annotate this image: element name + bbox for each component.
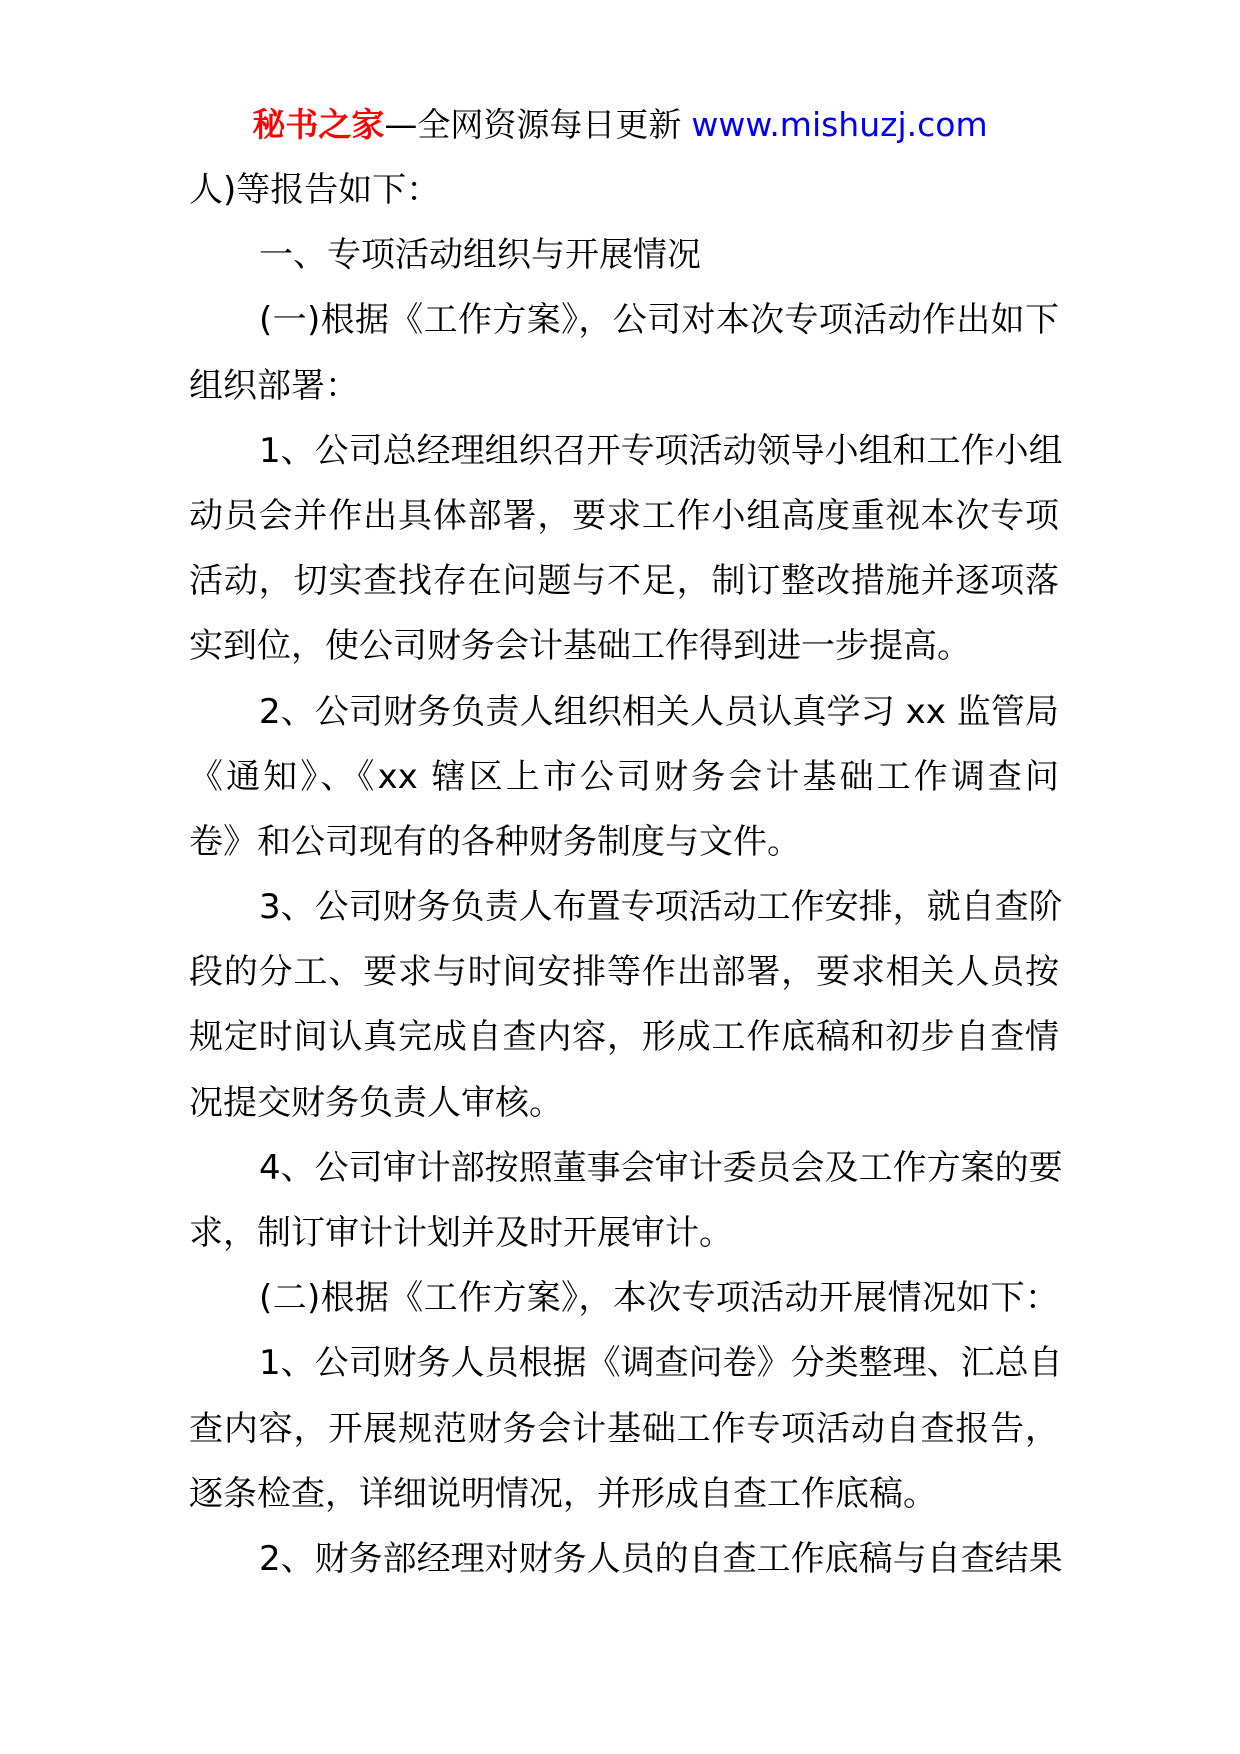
paragraph: [189, 1136, 1063, 1266]
document-body: [189, 158, 1063, 1592]
paragraph-line: 实到位，使公司财务会计基础工作得到进一步提高。: [189, 626, 971, 667]
paragraph-line: 况提交财务负责人审核。: [189, 1082, 563, 1123]
section-heading: [189, 223, 1059, 288]
brand-name: 秘书之家: [252, 105, 385, 144]
paragraph-line: 组织部署：: [189, 365, 359, 406]
paragraph-line: 动员会并作出具体部署，要求工作小组高度重视本次专项: [189, 495, 1059, 536]
paragraph-line: 1、公司总经理组织召开专项活动领导小组和工作小组: [259, 430, 1063, 471]
paragraph: [189, 1527, 1063, 1592]
paragraph-line: 查内容，开展规范财务会计基础工作专项活动自查报告，: [189, 1408, 1059, 1449]
paragraph: [189, 1331, 1063, 1527]
paragraph-line: 《通知》、《xx 辖区上市公司财务会计基础工作调查问: [189, 756, 1059, 797]
paragraph-line: 2、公司财务负责人组织相关人员认真学习 xx 监管局: [259, 691, 1059, 732]
paragraph-line: 人)等报告如下：: [189, 170, 441, 210]
site-url: www.mishuzj.com: [691, 105, 988, 144]
paragraph-line: 4、公司审计部按照董事会审计委员会及工作方案的要: [259, 1147, 1063, 1188]
paragraph: [189, 680, 1059, 876]
paragraph-line: 活动，切实查找存在问题与不足，制订整改措施并逐项落: [189, 561, 1059, 602]
paragraph-line: 2、财务部经理对财务人员的自查工作底稿与自查结果: [259, 1538, 1063, 1579]
site-header: [0, 104, 1240, 146]
paragraph-line: 卷》和公司现有的各种财务制度与文件。: [189, 821, 801, 862]
paragraph-line: 3、公司财务负责人布置专项活动工作安排，就自查阶: [259, 887, 1063, 928]
heading-line: 一、专项活动组织与开展情况: [259, 235, 701, 276]
paragraph-line: (二)根据《工作方案》，本次专项活动开展情况如下：: [259, 1278, 1059, 1319]
header-slogan: —全网资源每日更新: [384, 105, 682, 144]
paragraph: [189, 419, 1063, 680]
paragraph: [189, 158, 1059, 223]
paragraph: [189, 875, 1063, 1136]
paragraph-line: 规定时间认真完成自查内容，形成工作底稿和初步自查情: [189, 1017, 1059, 1058]
paragraph: [189, 288, 1059, 418]
paragraph-line: 1、公司财务人员根据《调查问卷》分类整理、汇总自: [259, 1343, 1063, 1384]
paragraph-line: 求，制订审计计划并及时开展审计。: [189, 1213, 733, 1253]
paragraph-line: (一)根据《工作方案》，公司对本次专项活动作出如下: [259, 300, 1059, 341]
paragraph-line: 逐条检查，详细说明情况，并形成自查工作底稿。: [189, 1473, 937, 1514]
paragraph: [189, 1266, 1059, 1331]
paragraph-line: 段的分工、要求与时间安排等作出部署，要求相关人员按: [189, 952, 1059, 993]
